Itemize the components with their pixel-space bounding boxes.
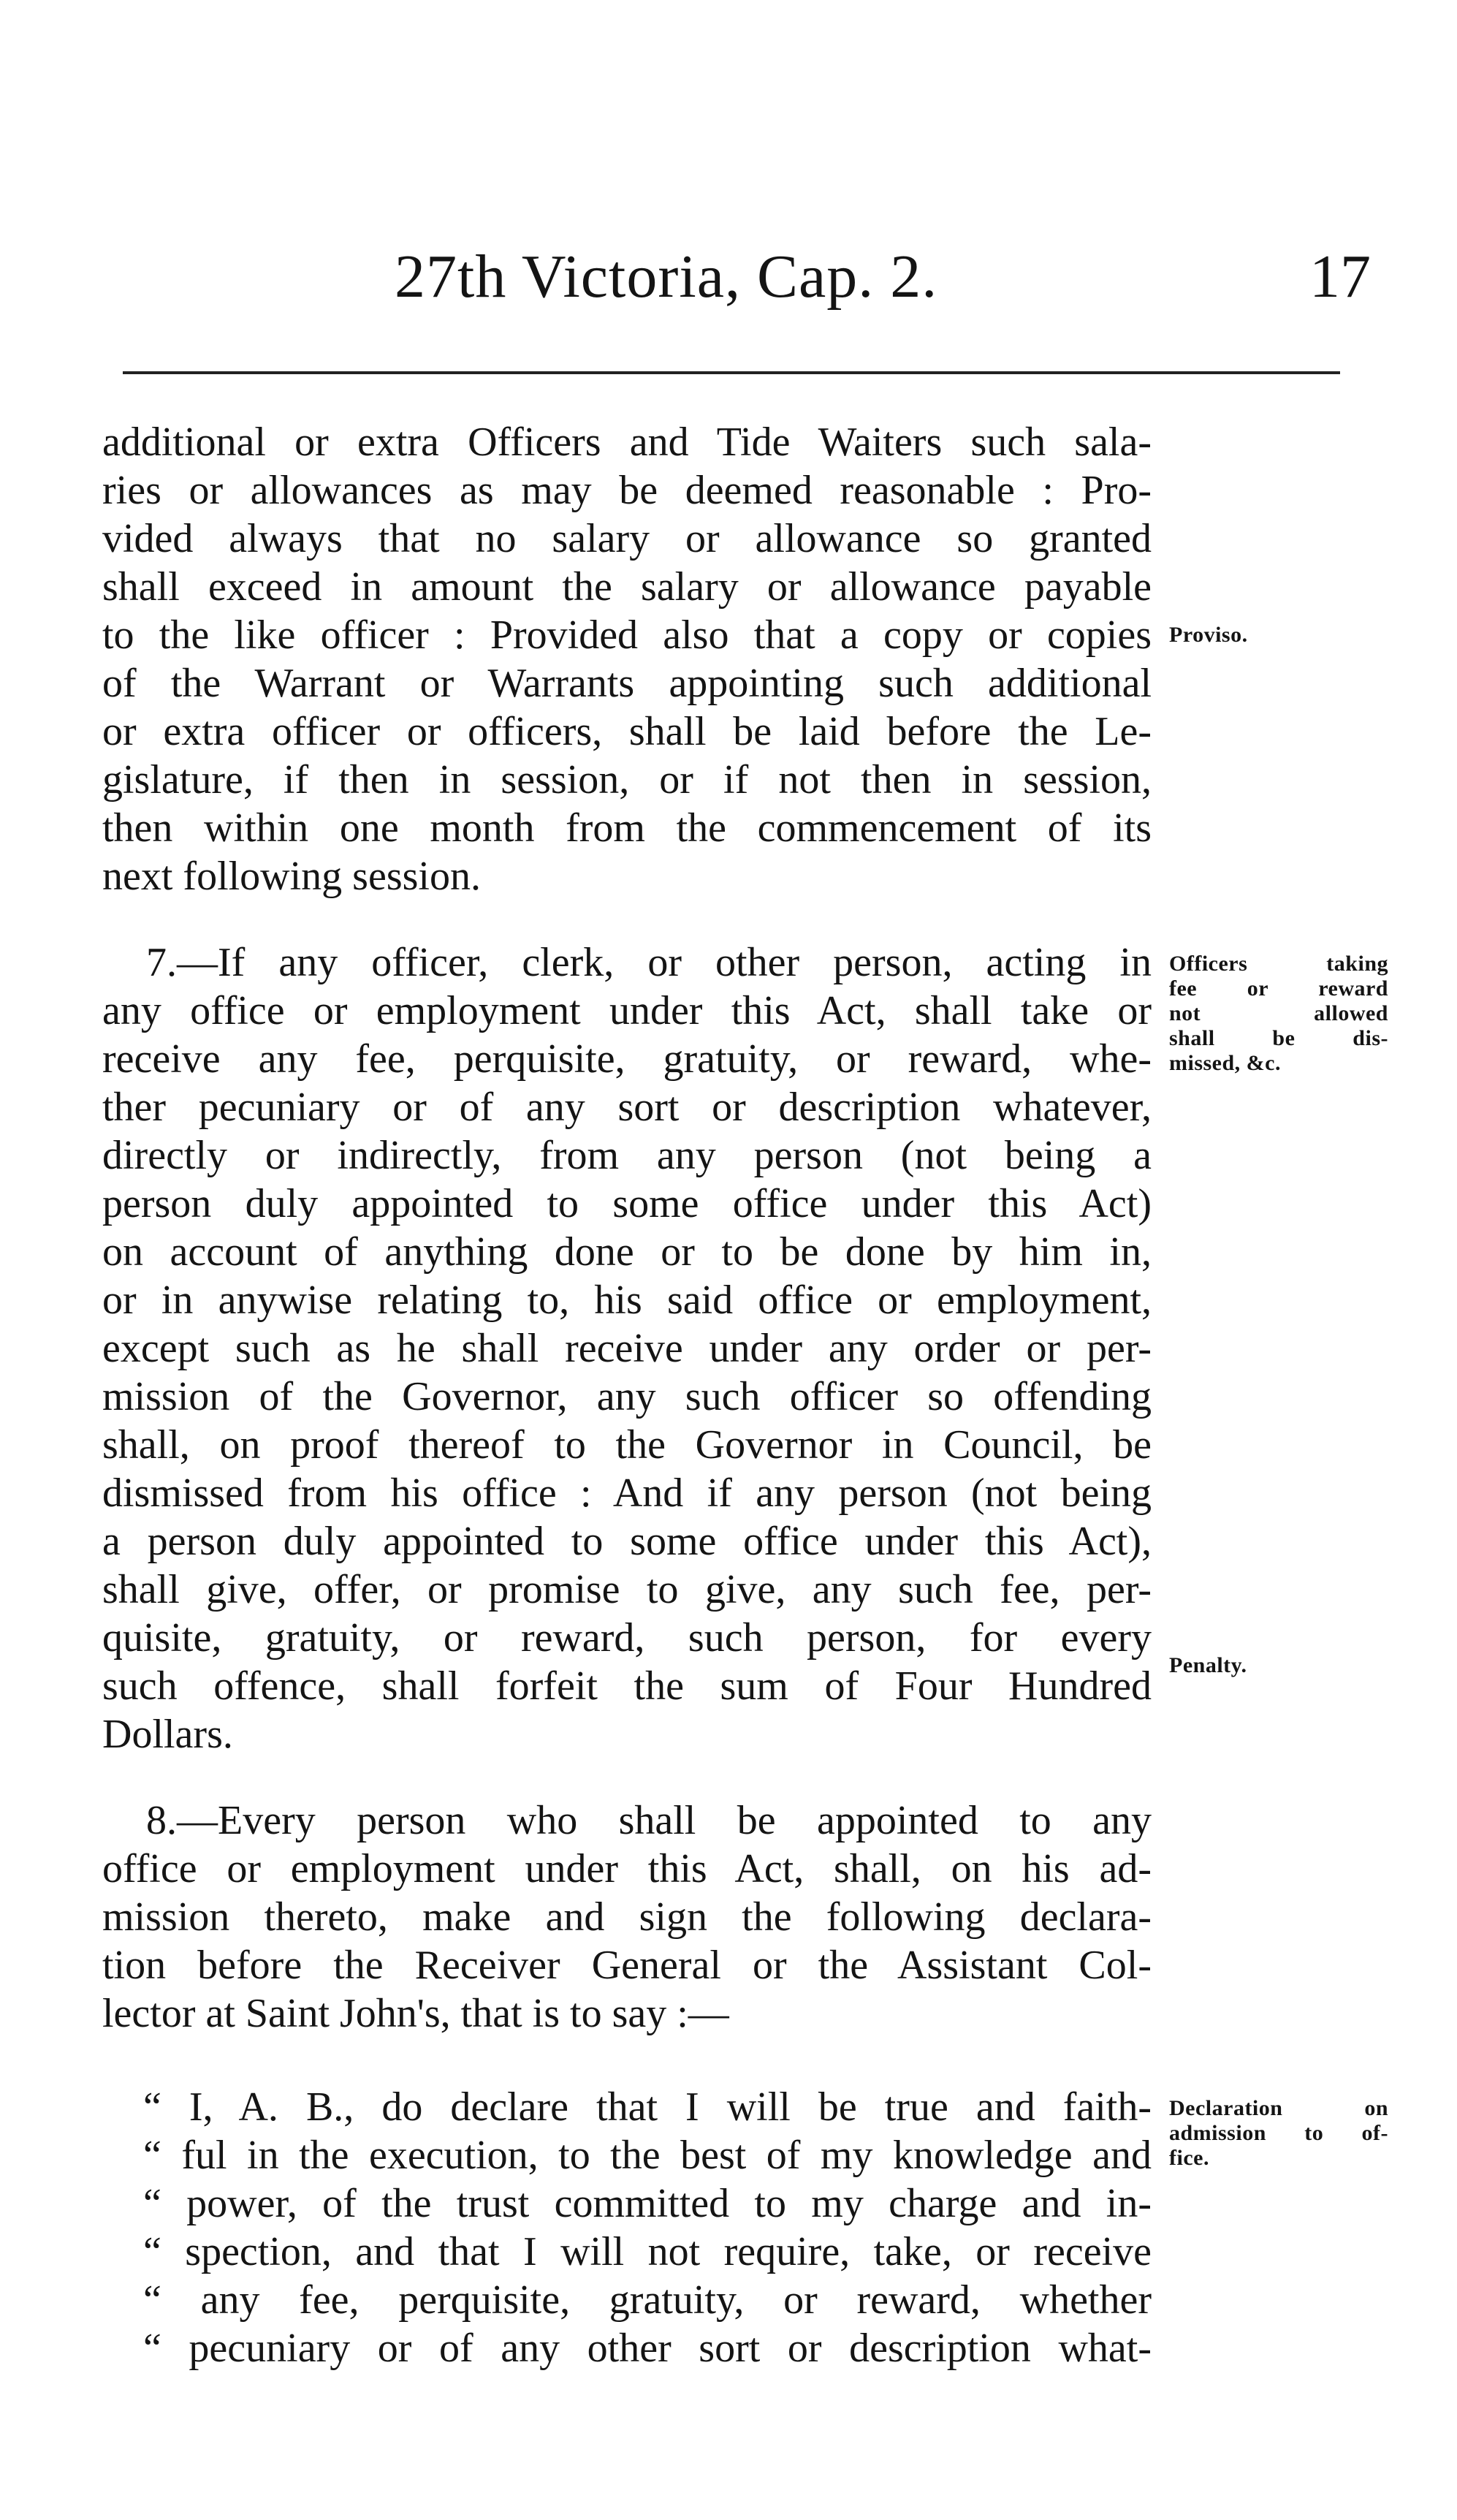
- text-line: shall exceed in amount the salary or allowance payable: [102, 564, 1152, 610]
- margin-note-line: admission to of-: [1169, 2121, 1388, 2145]
- margin-note-line: Declaration on: [1169, 2096, 1388, 2120]
- text-line: “ power, of the trust committed to my charge and in-: [143, 2181, 1152, 2226]
- text-line: gislature, if then in session, or if not then in session,: [102, 757, 1152, 802]
- text-line: 8.—Every person who shall be appointed to any: [146, 1798, 1152, 1843]
- text-line: additional or extra Officers and Tide Waiters such sala-: [102, 420, 1152, 465]
- margin-note-line: shall be dis-: [1169, 1026, 1388, 1050]
- text-line: a person duly appointed to some office under this Act),: [102, 1519, 1152, 1564]
- text-line: office or employment under this Act, shall, on his ad-: [102, 1846, 1152, 1891]
- text-line: ries or allowances as may be deemed reasonable : Pro-: [102, 468, 1152, 513]
- text-line: then within one month from the commencement of its: [102, 805, 1152, 851]
- text-line: ther pecuniary or of any sort or description whatever,: [102, 1085, 1152, 1130]
- margin-note-officers-fee: [1169, 952, 1388, 1076]
- text-line: “ any fee, perquisite, gratuity, or reward, whether: [143, 2277, 1152, 2323]
- text-line: “ ful in the execution, to the best of my knowledge and: [143, 2133, 1152, 2178]
- text-line: receive any fee, perquisite, gratuity, or reward, whe-: [102, 1036, 1152, 1082]
- margin-note-line: fee or reward: [1169, 976, 1388, 1001]
- text-line: to the like officer : Provided also that a copy or copies: [102, 612, 1152, 658]
- header-rule: [123, 371, 1340, 374]
- text-line: or extra officer or officers, shall be laid before the Le-: [102, 709, 1152, 754]
- text-line: dismissed from his office : And if any person (not being: [102, 1470, 1152, 1516]
- text-line: 7.—If any officer, clerk, or other person, acting in: [146, 940, 1152, 985]
- text-line: mission of the Governor, any such officer so offending: [102, 1374, 1152, 1419]
- text-line: of the Warrant or Warrants appointing such additional: [102, 661, 1152, 706]
- margin-note-line: missed, &c.: [1169, 1051, 1281, 1075]
- running-head-title: 27th Victoria, Cap. 2.: [395, 243, 938, 311]
- text-line: person duly appointed to some office under this Act): [102, 1181, 1152, 1226]
- margin-note-penalty: [1169, 1653, 1301, 1678]
- text-line: “ spection, and that I will not require, take, or receive: [143, 2229, 1152, 2274]
- margin-note-line: Penalty.: [1169, 1653, 1247, 1677]
- text-line: shall give, offer, or promise to give, any such fee, per-: [102, 1567, 1152, 1612]
- text-line: directly or indirectly, from any person (not being a: [102, 1133, 1152, 1178]
- text-line: mission thereto, make and sign the following declara-: [102, 1894, 1152, 1940]
- margin-note-line: not allowed: [1169, 1001, 1388, 1025]
- margin-note-line: Proviso.: [1169, 623, 1248, 647]
- text-line: “ pecuniary or of any other sort or description what-: [143, 2326, 1152, 2371]
- text-line: shall, on proof thereof to the Governor in Council, be: [102, 1422, 1152, 1468]
- text-line: such offence, shall forfeit the sum of Four Hundred: [102, 1663, 1152, 1709]
- text-line: on account of anything done or to be done by him in,: [102, 1229, 1152, 1275]
- margin-note-line: fice.: [1169, 2146, 1209, 2170]
- text-line: or in anywise relating to, his said office or employment,: [102, 1278, 1152, 1323]
- text-line: tion before the Receiver General or the Assistant Col-: [102, 1943, 1152, 1988]
- text-line: except such as he shall receive under any order or per-: [102, 1326, 1152, 1371]
- margin-note-declaration: [1169, 2096, 1388, 2171]
- text-line: next following session.: [102, 854, 481, 899]
- margin-note-proviso: [1169, 623, 1301, 648]
- text-line: any office or employment under this Act, shall take or: [102, 988, 1152, 1033]
- text-line: vided always that no salary or allowance so granted: [102, 516, 1152, 561]
- page-number: 17: [1309, 243, 1371, 311]
- text-line: quisite, gratuity, or reward, such person, for every: [102, 1615, 1152, 1661]
- text-line: lector at Saint John's, that is to say :—: [102, 1991, 729, 2036]
- margin-note-line: Officers taking: [1169, 952, 1388, 976]
- text-line: “ I, A. B., do declare that I will be true and faith-: [143, 2084, 1152, 2130]
- text-line: Dollars.: [102, 1712, 233, 1757]
